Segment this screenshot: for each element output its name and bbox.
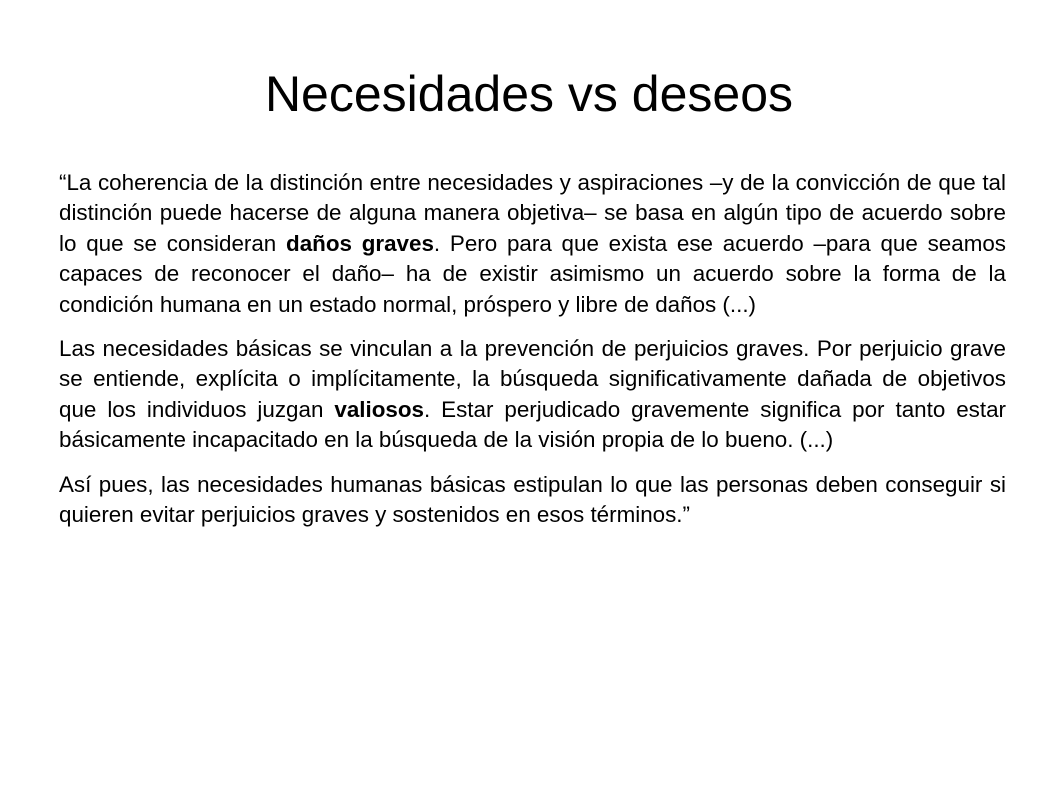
slide-title: Necesidades vs deseos bbox=[264, 66, 794, 122]
quote-paragraph-2 bbox=[59, 334, 1006, 456]
emphasis-text: valiosos bbox=[334, 396, 424, 422]
paragraph-text: . Estar perjudicado gravemente significa por tanto estar básicamente incapacitado en la búsqueda de la visión propia de lo bueno. (...) bbox=[59, 396, 1007, 453]
paragraph-text: Las necesidades básicas se vinculan a la prevención de perjuicios graves. Por perjuicio grave se entiende, explícita o implícitamente, la búsqueda significativamente dañada de objetivos que los individuos juzgan bbox=[59, 336, 1006, 422]
paragraph-text: “La coherencia de la distinción entre necesidades y aspiraciones –y de la convicción de que tal distinción puede hacerse de alguna manera objetiva– se basa en algún tipo de acuerdo sobre lo que se consideran bbox=[59, 170, 1006, 256]
quote-paragraph-1 bbox=[59, 168, 1006, 320]
quote-paragraph-3: Así pues, las necesidades humanas básicas estipulan lo que las personas deben conseguir si quieren evitar perjuicios graves y sostenidos en esos términos.” bbox=[59, 471, 1006, 528]
emphasis-text: daños graves bbox=[286, 230, 434, 256]
paragraph-text: . Pero para que exista ese acuerdo –para que seamos capaces de reconocer el daño– ha de existir asimismo un acuerdo sobre la forma de la condición humana en un estado normal, próspero y libre de daños (...) bbox=[59, 230, 1006, 317]
slide-body bbox=[59, 168, 1006, 544]
